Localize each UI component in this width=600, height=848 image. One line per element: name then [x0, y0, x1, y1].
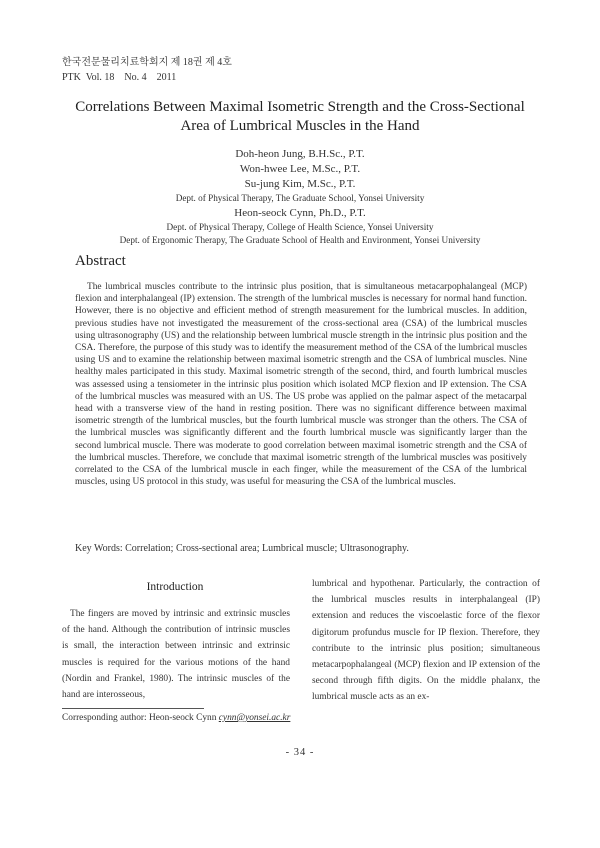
author-name-3: Su-jung Kim, M.Sc., P.T. [244, 178, 356, 190]
author-affiliation-1: Dept. of Physical Therapy, The Graduate School, Yonsei University [175, 193, 425, 203]
journal-name-korean: 한국전문물리치료학회지 제 18권 제 4호 [62, 57, 232, 68]
author-email-link[interactable]: cynn@yonsei.ac.kr [218, 713, 291, 723]
introduction-right-column: lumbrical and hypothenar. Particularly, the contraction of the lumbrical muscles results in interphalangeal (IP) extension and reduces the viscoelastic force of the flexor digitorum profundus muscle for IP flexion. Therefore, they contribute to the intrinsic plus position; simultaneous metacarpophalangeal (MCP) flexion and IP extension of the second through fifth digits. On the middle phalanx, the lumbrical muscle acts as an ex- [312, 579, 540, 703]
paper-title-line-2: Area of Lumbrical Muscles in the Hand [180, 118, 420, 134]
author-name-1: Doh-heon Jung, B.H.Sc., P.T. [235, 148, 365, 160]
corresponding-author-footnote [62, 712, 290, 725]
footnote-label: Corresponding author: Heon-seock Cynn [62, 713, 219, 723]
author-affiliation-2: Dept. of Physical Therapy, College of Health Science, Yonsei University [166, 221, 434, 232]
author-block [30, 147, 570, 248]
introduction-heading: Introduction [146, 581, 204, 593]
author-name-2: Won-hwee Lee, M.Sc., P.T. [239, 163, 361, 175]
page-number: - 34 - [285, 747, 315, 758]
introduction-left-column: The fingers are moved by intrinsic and extrinsic muscles of the hand. Although the contribution of intrinsic muscles is small, the interaction between intrinsic and extrinsic muscles is required for the various motions of the hand (Nordin and Frankel, 1980). The intrinsic muscles of the hand are interosseous, [62, 609, 290, 701]
paper-title-line-1: Correlations Between Maximal Isometric Strength and the Cross-Sectional [75, 99, 525, 115]
author-affiliation-3: Dept. of Ergonomic Therapy, The Graduate School of Health and Environment, Yonsei University [119, 235, 481, 245]
paper-title [40, 98, 560, 136]
keywords: Key Words: Correlation; Cross-sectional area; Lumbrical muscle; Ultrasonography. [75, 543, 409, 554]
footnote-divider [62, 708, 204, 709]
author-name-4: Heon-seock Cynn, Ph.D., P.T. [234, 206, 366, 219]
abstract-body: The lumbrical muscles contribute to the intrinsic plus position, that is simultaneous metacarpophalangeal (MCP) flexion and interphalangeal (IP) extension. The strength of the lumbrical muscles is necessary for normal hand function. However, there is no objective and efficient method of strength measurement for the lumbrical muscles. In addition, previous studies have not investigated the measurement of the cross-sectional area (CSA) of the lumbrical muscles using ultrasonography (US) and the relationship between lumbrical muscle strength in the intrinsic plus position and the CSA. Therefore, the purpose of this study was to identify the measurement method of the CSA of the lumbrical muscles using US and to examine the relationship between maximal isometric strength and the CSA of lumbrical muscles. Nine healthy males participated in this study. Maximal isometric strength of the second, third, and fourth lumbrical muscles was assessed using a tensiometer in the intrinsic plus position which isolated MCP flexion and IP extension. The CSA of the lumbrical muscles was measured with an US. The US probe was applied on the palmar aspect of the metacarpal head with a transverse view of the hand in resting position. There was no significant difference between maximal isometric strength of the lumbrical muscles, but the fourth lumbrical muscle was stronger than the others. The CSA of the lumbrical muscles was significantly different and the fourth lumbrical muscle was significantly larger than the second lumbrical muscle. There was moderate to good correlation between maximal isometric strength and the CSA of the lumbrical muscles. Therefore, we conclude that maximal isometric strength of the lumbrical muscles was positively correlated to the CSA of the lumbrical muscle in each finger, while the measurement of the CSA of the lumbrical muscles, using US protocol in this study, was useful for measuring the CSA of the lumbrical muscles. [75, 282, 527, 488]
abstract-heading: Abstract [75, 253, 126, 269]
journal-volume-issue: PTK Vol. 18 No. 4 2011 [62, 72, 177, 83]
journal-header [62, 55, 232, 85]
